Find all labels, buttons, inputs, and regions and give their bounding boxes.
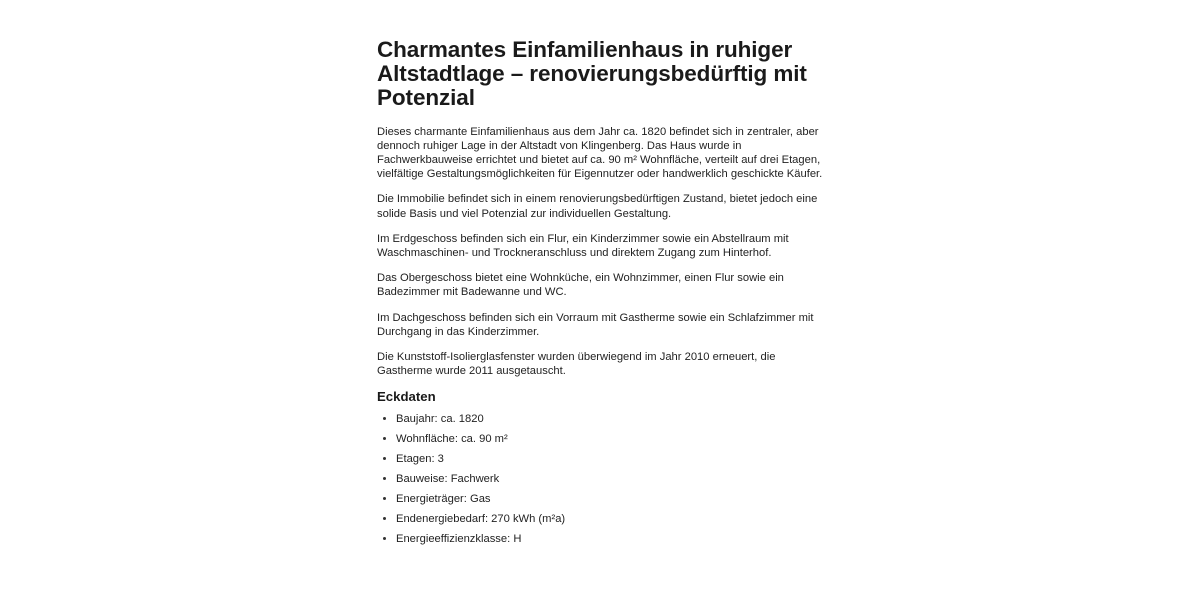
list-item-label: Baujahr: ca. 1820 (396, 413, 484, 426)
page-title: Charmantes Einfamilienhaus in ruhiger Altstadtlage – renovierungsbedürftig mit Potenzial (377, 37, 807, 111)
bullet-icon (383, 477, 386, 480)
listing-content (377, 38, 824, 552)
list-item-label: Endenergiebedarf: 270 kWh (m²a) (396, 513, 566, 526)
bullet-icon (383, 437, 386, 440)
bullet-icon (383, 417, 386, 420)
list-item-label: Wohnfläche: ca. 90 m² (396, 433, 508, 446)
list-item (377, 472, 824, 486)
bullet-icon (383, 497, 386, 500)
list-item (377, 512, 824, 526)
key-facts-list (377, 412, 824, 546)
list-item-label: Energieeffizienzklasse: H (396, 533, 522, 546)
paragraph-overview: Dieses charmante Einfamilienhaus aus dem Jahr ca. 1820 befindet sich in zentraler, aber dennoch ruhiger Lage in der Altstadt von Klingenberg. Das Haus wurde in Fachwerkbauweise errichtet und bietet auf ca. 90 m² Wohnfläche, verteilt auf drei Etagen, vielfältige Gestaltungsmöglichkeiten für Eigennutzer oder handwerklich geschickte Käufer. (377, 125, 823, 181)
section-heading-eckdaten: Eckdaten (377, 389, 436, 405)
paragraph-upper-floor: Das Obergeschoss bietet eine Wohnküche, ein Wohnzimmer, einen Flur sowie ein Badezimmer mit Badewanne und WC. (377, 272, 784, 299)
list-item (377, 532, 824, 546)
paragraph-renovations: Die Kunststoff-Isolierglasfenster wurden überwiegend im Jahr 2010 erneuert, die Gastherme wurde 2011 ausgetauscht. (377, 351, 776, 378)
paragraph-ground-floor: Im Erdgeschoss befinden sich ein Flur, ein Kinderzimmer sowie ein Abstellraum mit Waschmaschinen- und Trockneranschluss und direktem Zugang zum Hinterhof. (377, 232, 789, 260)
list-item-label: Energieträger: Gas (396, 493, 491, 506)
list-item (377, 492, 824, 506)
bullet-icon (383, 537, 386, 540)
bullet-icon (383, 457, 386, 460)
paragraph-condition: Die Immobilie befindet sich in einem renovierungsbedürftigen Zustand, bietet jedoch eine solide Basis und viel Potenzial zur individuellen Gestaltung. (377, 193, 818, 220)
bullet-icon (383, 517, 386, 520)
paragraph-attic-floor: Im Dachgeschoss befinden sich ein Vorraum mit Gastherme sowie ein Schlafzimmer mit Durchgang in das Kinderzimmer. (377, 311, 814, 338)
list-item (377, 412, 824, 426)
list-item (377, 452, 824, 466)
list-item (377, 432, 824, 446)
list-item-label: Bauweise: Fachwerk (396, 473, 500, 486)
list-item-label: Etagen: 3 (396, 453, 444, 466)
